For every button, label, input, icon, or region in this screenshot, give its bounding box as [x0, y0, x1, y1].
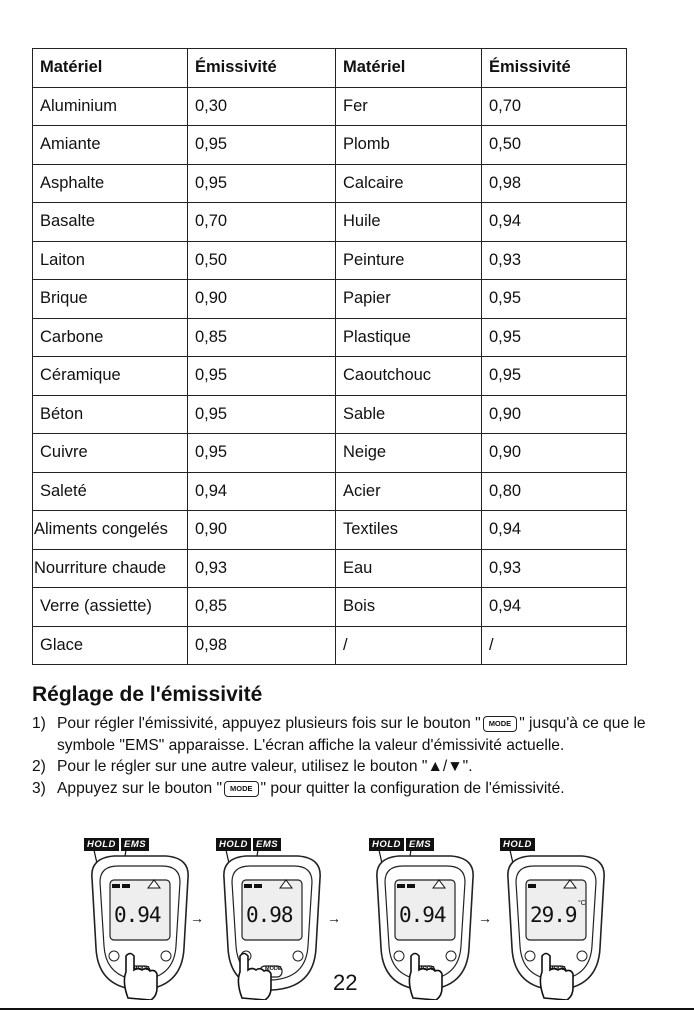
mode-button-label: MODE: [549, 966, 566, 972]
lcd-reading: 0.94: [399, 903, 446, 927]
hold-label: HOLD: [500, 838, 535, 851]
mode-button-label: MODE: [133, 966, 150, 972]
table-cell: Peinture: [336, 241, 482, 280]
table-cell: Bois: [336, 588, 482, 627]
table-cell: 0,70: [482, 87, 627, 126]
table-cell: 0,70: [188, 203, 336, 242]
table-cell: Carbone: [33, 318, 188, 357]
table-row: [33, 626, 627, 665]
table-cell: Asphalte: [33, 164, 188, 203]
unit-label: °C: [578, 900, 586, 907]
table-cell: 0,93: [482, 241, 627, 280]
table-row: [33, 203, 627, 242]
table-cell: Textiles: [336, 511, 482, 550]
table-cell: Plastique: [336, 318, 482, 357]
step-number: 1): [32, 715, 46, 732]
table-cell: 0,95: [188, 164, 336, 203]
step-text: Pour régler l'émissivité, appuyez plusieurs fois sur le bouton ": [57, 715, 481, 732]
step-text: Appuyez sur le bouton ": [57, 779, 223, 797]
table-row: [33, 241, 627, 280]
table-cell: Acier: [336, 472, 482, 511]
lcd-reading: 29.9: [530, 903, 577, 927]
hold-label: HOLD: [369, 838, 404, 851]
table-row: [33, 434, 627, 473]
table-cell: 0,90: [482, 395, 627, 434]
table-cell: Saleté: [33, 472, 188, 511]
table-cell: /: [336, 626, 482, 665]
table-cell: Fer: [336, 87, 482, 126]
table-row: [33, 126, 627, 165]
table-row: [33, 511, 627, 550]
table-row: [33, 87, 627, 126]
table-cell: 0,93: [188, 549, 336, 588]
table-cell: 0,94: [188, 472, 336, 511]
sequence-arrow: →: [478, 910, 492, 926]
table-cell: 0,94: [482, 588, 627, 627]
page-number: 22: [333, 970, 358, 995]
step-number: 2): [32, 758, 46, 775]
table-cell: Aliments congelés: [33, 511, 188, 550]
table-cell: Verre (assiette): [33, 588, 188, 627]
table-cell: Papier: [336, 280, 482, 319]
table-cell: Basalte: [33, 203, 188, 242]
table-cell: 0,98: [188, 626, 336, 665]
table-cell: 0,30: [188, 87, 336, 126]
table-cell: 0,95: [482, 280, 627, 319]
table-header-cell: Émissivité: [188, 49, 336, 88]
table-cell: Béton: [33, 395, 188, 434]
table-row: [33, 318, 627, 357]
thermometer-figure: [84, 838, 196, 1000]
table-cell: Sable: [336, 395, 482, 434]
table-row: [33, 280, 627, 319]
thermometer-figure: [216, 838, 328, 1000]
table-cell: 0,95: [188, 395, 336, 434]
table-row: [33, 472, 627, 511]
table-cell: Cuivre: [33, 434, 188, 473]
table-cell: 0,95: [188, 126, 336, 165]
table-cell: Laiton: [33, 241, 188, 280]
steps-list: [32, 713, 664, 799]
table-cell: Céramique: [33, 357, 188, 396]
table-cell: 0,94: [482, 203, 627, 242]
table-cell: 0,94: [482, 511, 627, 550]
table-row: [33, 395, 627, 434]
table-cell: Aluminium: [33, 87, 188, 126]
step-item: [32, 756, 664, 778]
mode-button-label: MODE: [418, 966, 435, 972]
table-cell: 0,98: [482, 164, 627, 203]
sequence-arrow: →: [327, 910, 341, 926]
table-row: [33, 549, 627, 588]
ems-label: EMS: [253, 838, 281, 851]
table-cell: Calcaire: [336, 164, 482, 203]
mode-button-label: MODE: [265, 966, 282, 972]
table-cell: 0,95: [188, 434, 336, 473]
table-cell: Eau: [336, 549, 482, 588]
ems-label: EMS: [121, 838, 149, 851]
table-cell: /: [482, 626, 627, 665]
table-header-cell: Matériel: [336, 49, 482, 88]
section-title: Réglage de l'émissivité: [32, 683, 263, 706]
table-cell: 0,93: [482, 549, 627, 588]
table-cell: 0,85: [188, 318, 336, 357]
table-cell: 0,95: [188, 357, 336, 396]
table-cell: Glace: [33, 626, 188, 665]
table-cell: Caoutchouc: [336, 357, 482, 396]
mode-button-glyph: MODE: [483, 716, 518, 732]
table-cell: 0,95: [482, 318, 627, 357]
table-header-cell: Émissivité: [482, 49, 627, 88]
table-cell: 0,50: [482, 126, 627, 165]
table-cell: Plomb: [336, 126, 482, 165]
table-cell: 0,95: [482, 357, 627, 396]
lcd-reading: 0.98: [246, 903, 293, 927]
table-cell: Brique: [33, 280, 188, 319]
table-row: [33, 164, 627, 203]
table-cell: Nourriture chaude: [33, 549, 188, 588]
step-text-after: " pour quitter la configuration de l'émissivité.: [260, 779, 565, 797]
hold-label: HOLD: [84, 838, 119, 851]
table-cell: 0,90: [188, 280, 336, 319]
table-cell: 0,80: [482, 472, 627, 511]
ems-label: EMS: [406, 838, 434, 851]
step-item: [32, 713, 664, 756]
thermometer-figure: [369, 838, 481, 1000]
emissivity-table: [32, 48, 627, 665]
table-cell: 0,90: [482, 434, 627, 473]
sequence-arrow: →: [190, 910, 204, 926]
table-header-cell: Matériel: [33, 49, 188, 88]
table-cell: 0,90: [188, 511, 336, 550]
table-cell: Huile: [336, 203, 482, 242]
table-cell: Amiante: [33, 126, 188, 165]
table-row: [33, 357, 627, 396]
table-row: [33, 588, 627, 627]
table-cell: Neige: [336, 434, 482, 473]
table-header-row: [33, 49, 627, 88]
mode-button-glyph: MODE: [224, 781, 259, 797]
table-cell: 0,50: [188, 241, 336, 280]
step-text-after: " jusqu'à ce que le symbole "EMS" apparaisse. L'écran affiche la valeur d'émissivité actuelle.: [57, 715, 646, 754]
step-text: Pour le régler sur une autre valeur, utilisez le bouton "▲/▼".: [57, 758, 473, 775]
step-number: 3): [32, 779, 46, 797]
lcd-reading: 0.94: [114, 903, 161, 927]
table-cell: 0,85: [188, 588, 336, 627]
hold-label: HOLD: [216, 838, 251, 851]
step-item: [32, 778, 664, 800]
thermometer-figure: [500, 838, 612, 1000]
